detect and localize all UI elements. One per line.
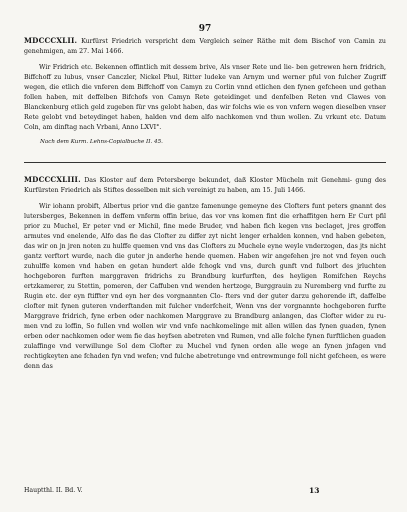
- page-footer: [24, 487, 386, 494]
- volume-signature: Hauptthl. II. Bd. V.: [24, 487, 83, 494]
- heading-text: Kurfürst Friedrich verspricht dem Vergleich seiner Räthe mit dem Bischof von Camin zu genehmigen, am 27. Mai 1466.: [24, 38, 386, 55]
- section-divider: [24, 162, 386, 163]
- source-note: Nach dem Kurm. Lehns-Copialbuche II. 45.: [40, 139, 163, 145]
- section-heading: [24, 36, 386, 57]
- section-body: [24, 202, 386, 372]
- document-number: MDCCCXLII.: [24, 36, 78, 45]
- body-text: Wir Fridrich etc. Bekennen offintlich mit dessem brive, Als vnser Rete und lie- ben getrewen hern fridrich, Biffchoff zu lubus, vnser Canczler, Nickel Phul, Ritter ludeke van Arnym und werner pful von fulcher Zugriff wegen, die etlich die vnferen dem Biffchoff von Camyn zu Corlin vnnd etlichen den fynen gefcheen und gethan follen haben, mit deffelben Bifchofs von Camyn Rete geteidinget und denfelben Reten vnd Clawes von Blanckenburg etlich geld zugeben für vns gelobt haben, das wir folchs wie es von vnfern wegen dieselben vnser Rete gelobt vnd beteydinget haben, halden vnd dem alfo nachkomen vnd thun wollen. Zu vrkunt etc. Datum Coln, am dinftag nach Vrbani, Anno LXVI°.: [24, 64, 386, 131]
- heading-text: Das Kloster auf dem Petersberge bekundet, daß Kloster Mücheln mit Genehmi- gung des Kurfürsten Friedrich als Stiftes desselben mit sich vereinigt zu haben, am 15. Juli 1466.: [24, 177, 386, 194]
- section-body: [24, 63, 386, 133]
- sheet-mark: 13: [309, 486, 320, 495]
- body-text: Wir iohann probift, Albertus prior vnd die gantze famenunge gemeyne des Clofters funt peters gnannt des lutersberges, Bekennen in deffem vnferm offin briue, das vor vns komen fint die erhaffitgen hern Er Curt pfil prior zu Muchel, Er peter vnd er Michil, fine mede Bruder, vnd haben fich kegen vns beclaget, jres groffen armutes vnd enelende, Alfo das fie das Clofter zu differ zyt nicht lenger erhalden konnen, vnd haben gebeten, das wir on jn jren noten zu hulffe quemen vnd vns das Clofters zu Muchele eyne weyle vnderzogen, das jts nicht gantz verftort wurde, nach die guter jn anderhe hende quemen. Haben wir angefehen jre not vnd feyen ouch zuhulffe komen vnd haben en getan hundert alde fchogk vnd vns, durch gunft vnd fulbort des jrluchten hochgeboren furften marggraven fridrichs zu Brandburg kurfurften, des heyligen Romifchen Reychs ertzkamerer, zu Stettin, pomeren, der Caffuben vnd wenden hertzoge, Burggrauin zu Nuremberg vnd furfte zu Rugin etc. der eyn ftiffter vnd eyn her des vorgnannten Clo- fters vnd der guter darzu gehorende ift, daffelbe clofter mit fynen guteren vnderftanden mit fulcher vnderfcheit, Wenn vns der vorgnannte hochgeboren furfte Marggrave fridrich, fyne erben oder nachkomen Marggrave zu Brandburg anlangen, das Clofter wider zu ru- men vnd zu loffin, So fullen vnd wollen wir vnd vnfe nachkomelinge mit allen willen das fynen guaden, fynen erben oder nachkomen oder wem fie das heyfsen abetreten vnd Rumen, vnd alle folche fynen furftlichen guaden zulaffinge vnd verwillunge Sol dem Clofter zu Muchel vnd fynen orden alle wege an fynen jnfagen vnd rechtigkeyten ane fchaden fyn vnd wefen; vnd fulche abetretunge vnd entrewmunge foll nicht gefcheen, es were denn das: [24, 203, 386, 370]
- page-number: 97: [198, 24, 212, 34]
- section-heading: [24, 175, 386, 196]
- document-section-1843: [24, 175, 386, 372]
- document-number: MDCCCXLIII.: [24, 175, 81, 184]
- document-section-1842: [24, 36, 386, 147]
